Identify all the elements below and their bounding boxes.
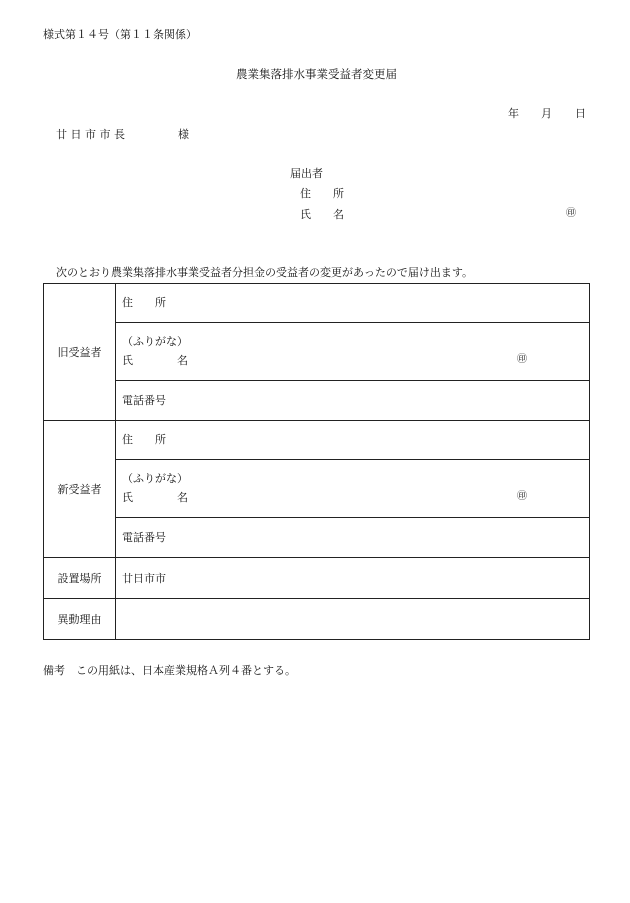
new-phone-label: 電話番号 [122,531,166,544]
location-label: 設置場所 [44,558,116,599]
new-name-field[interactable] [116,460,590,518]
year-label: 年 [508,107,519,120]
month-label: 月 [541,107,552,120]
new-name-label: 氏 名 [122,491,188,504]
old-phone-field[interactable] [116,381,590,421]
old-phone-label: 電話番号 [122,394,166,407]
beneficiary-table [43,283,590,640]
new-beneficiary-label: 新受益者 [44,421,116,558]
table-row [44,284,590,323]
old-address-field[interactable] [116,284,590,323]
old-name-field[interactable] [116,323,590,381]
table-row [44,323,590,381]
table-row [44,599,590,640]
new-phone-field[interactable] [116,518,590,558]
location-value: 廿日市市 [122,572,166,585]
document-title: 農業集落排水事業受益者変更届 [236,67,397,81]
reason-field[interactable] [116,599,590,640]
old-furigana-label: （ふりがな） [122,335,188,348]
table-row [44,381,590,421]
seal-mark-applicant: ㊞ [566,208,576,219]
table-row [44,558,590,599]
applicant-name-label: 氏 名 [300,208,344,221]
table-row [44,460,590,518]
day-label: 日 [575,107,586,120]
seal-mark-old: ㊞ [517,354,527,365]
table-row [44,421,590,460]
addressee-honorific: 様 [178,128,189,141]
location-field[interactable] [116,558,590,599]
applicant-heading: 届出者 [290,167,323,180]
applicant-address-label: 住 所 [300,187,344,200]
addressee-name: 廿 日 市 市 長 [56,128,125,141]
old-address-label: 住 所 [122,296,166,309]
remarks-note: 備考 この用紙は、日本産業規格Ａ列４番とする。 [43,664,296,677]
new-address-field[interactable] [116,421,590,460]
seal-mark-new: ㊞ [517,491,527,502]
new-address-label: 住 所 [122,433,166,446]
intro-text: 次のとおり農業集落排水事業受益者分担金の受益者の変更があったので届け出ます。 [56,266,474,279]
new-furigana-label: （ふりがな） [122,472,188,485]
reason-label: 異動理由 [44,599,116,640]
old-name-label: 氏 名 [122,354,188,367]
old-beneficiary-label: 旧受益者 [44,284,116,421]
form-number: 様式第１４号（第１１条関係） [43,28,197,41]
table-row [44,518,590,558]
